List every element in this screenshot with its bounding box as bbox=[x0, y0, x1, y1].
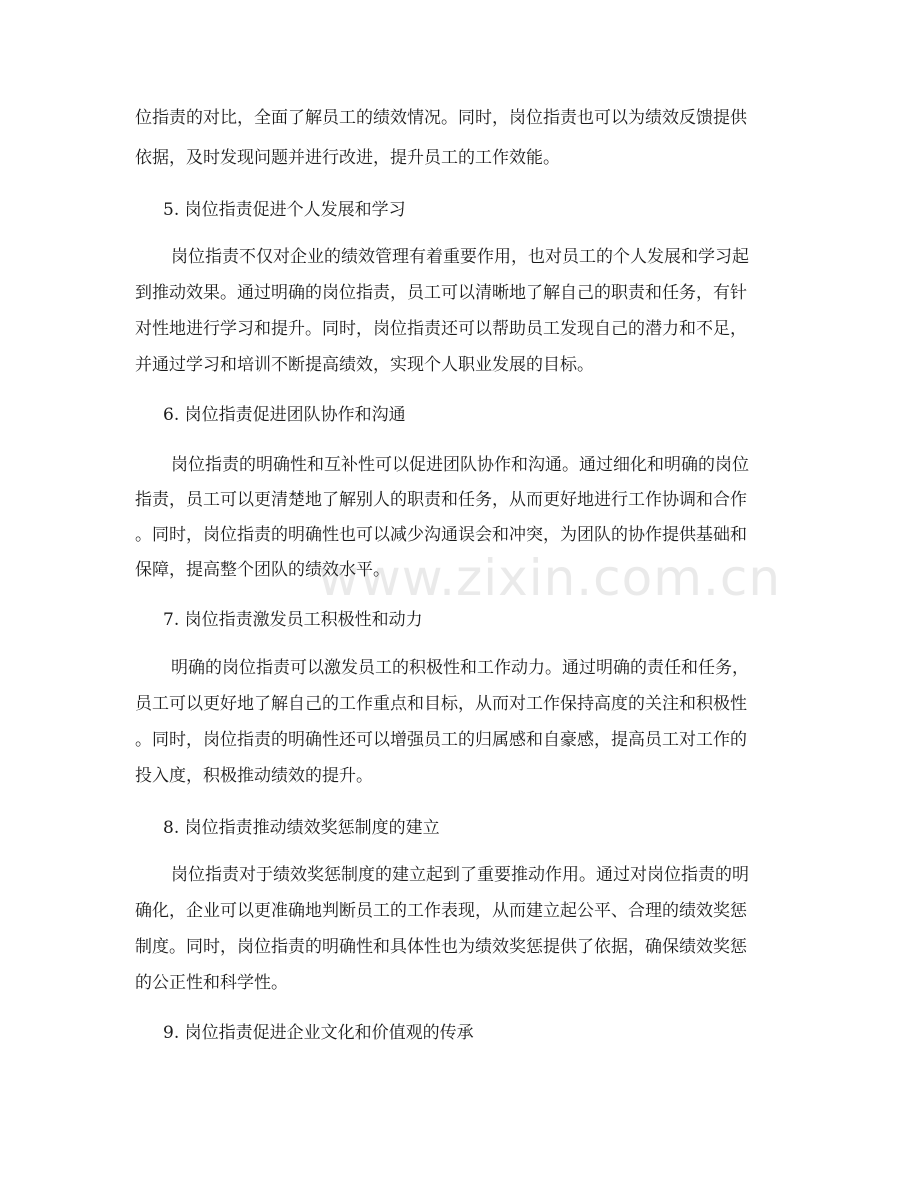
section-heading: 5. 岗位指责促进个人发展和学习 bbox=[163, 200, 406, 220]
text-line: 确化，企业可以更准确地判断员工的工作表现，从而建立起公平、合理的绩效奖惩 bbox=[135, 901, 747, 921]
text-line: 。同时，岗位指责的明确性也可以减少沟通误会和冲突，为团队的协作提供基础和 bbox=[135, 525, 747, 545]
section-heading: 9. 岗位指责促进企业文化和价值观的传承 bbox=[163, 1023, 474, 1043]
text-line: 岗位指责的明确性和互补性可以促进团队协作和沟通。通过细化和明确的岗位 bbox=[171, 455, 749, 475]
text-line: 并通过学习和培训不断提高绩效，实现个人职业发展的目标。 bbox=[135, 355, 594, 375]
text-line: 依据，及时发现问题并进行改进，提升员工的工作效能。 bbox=[135, 148, 560, 168]
text-line: 制度。同时，岗位指责的明确性和具体性也为绩效奖惩提供了依据，确保绩效奖惩 bbox=[135, 937, 747, 957]
section-heading: 8. 岗位指责推动绩效奖惩制度的建立 bbox=[163, 818, 440, 838]
text-line: 投入度，积极推动绩效的提升。 bbox=[135, 766, 373, 786]
text-line: 。同时，岗位指责的明确性还可以增强员工的归属感和自豪感，提高员工对工作的 bbox=[135, 730, 747, 750]
text-line: 指责，员工可以更清楚地了解别人的职责和任务，从而更好地进行工作协调和合作 bbox=[135, 490, 747, 510]
text-line: 对性地进行学习和提升。同时，岗位指责还可以帮助员工发现自己的潜力和不足， bbox=[135, 319, 747, 339]
section-heading: 6. 岗位指责促进团队协作和沟通 bbox=[163, 405, 406, 425]
text-line: 岗位指责不仅对企业的绩效管理有着重要作用，也对员工的个人发展和学习起 bbox=[171, 247, 749, 267]
section-heading: 7. 岗位指责激发员工积极性和动力 bbox=[163, 610, 423, 630]
text-line: 位指责的对比，全面了解员工的绩效情况。同时，岗位指责也可以为绩效反馈提供 bbox=[135, 108, 747, 128]
watermark: www.zixin.com.cn bbox=[318, 549, 782, 607]
text-line: 员工可以更好地了解自己的工作重点和目标，从而对工作保持高度的关注和积极性 bbox=[135, 694, 747, 714]
text-line: 保障，提高整个团队的绩效水平。 bbox=[135, 560, 390, 580]
text-line: 的公正性和科学性。 bbox=[135, 973, 288, 993]
text-line: 岗位指责对于绩效奖惩制度的建立起到了重要推动作用。通过对岗位指责的明 bbox=[171, 865, 749, 885]
text-line: 到推动效果。通过明确的岗位指责，员工可以清晰地了解自己的职责和任务，有针 bbox=[135, 283, 747, 303]
text-line: 明确的岗位指责可以激发员工的积极性和工作动力。通过明确的责任和任务， bbox=[171, 658, 749, 678]
